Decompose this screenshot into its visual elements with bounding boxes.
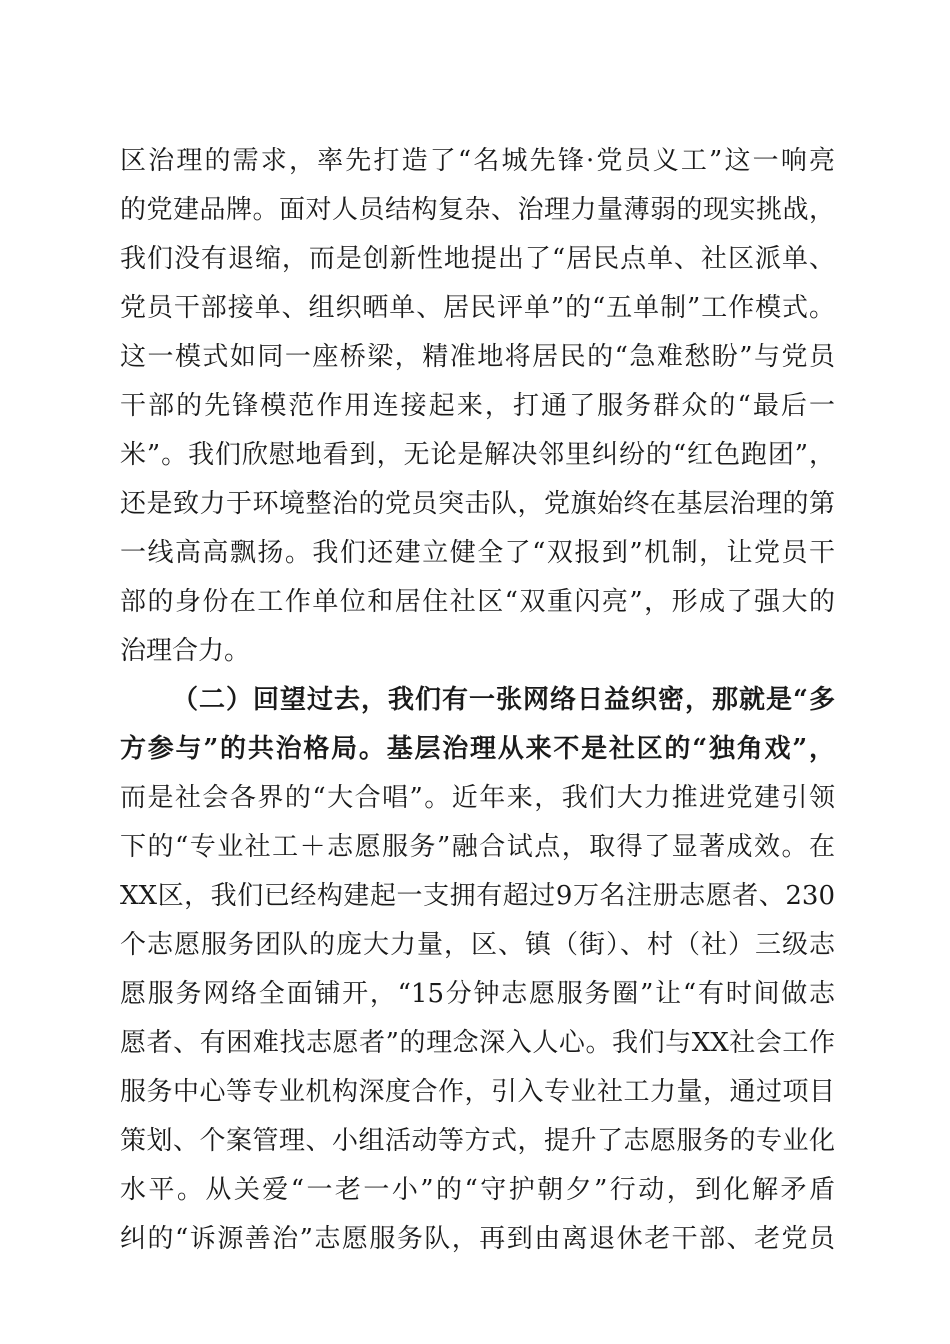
text-line: 区治理的需求，率先打造了“名城先锋·党员义工”这一响亮 (120, 146, 835, 176)
text-line: 个志愿服务团队的庞大力量，区、镇（街）、村（社）三级志 (120, 930, 835, 960)
text-line: 党员干部接单、组织晒单、居民评单”的“五单制”工作模式。 (120, 293, 835, 323)
text-line: 还是致力于环境整治的党员突击队，党旗始终在基层治理的第 (120, 489, 835, 519)
section-heading-line: （二）回望过去，我们有一张网络日益织密，那就是“多 (172, 685, 835, 715)
text-line: 这一模式如同一座桥梁，精准地将居民的“急难愁盼”与党员 (120, 342, 835, 372)
document-body (120, 137, 835, 1264)
text-line: 我们没有退缩，而是创新性地提出了“居民点单、社区派单、 (120, 244, 835, 274)
text-line: 纠的“诉源善治”志愿服务队，再到由离退休老干部、老党员 (120, 1224, 835, 1254)
text-line: 部的身份在工作单位和居住社区“双重闪亮”，形成了强大的 (120, 587, 835, 617)
section-heading-line: 方参与”的共治格局。基层治理从来不是社区的“独角戏”， (120, 734, 835, 764)
text-line: 愿者、有困难找志愿者”的理念深入人心。我们与XX社会工作 (120, 1028, 835, 1058)
text-line: 米”。我们欣慰地看到，无论是解决邻里纠纷的“红色跑团”， (120, 440, 835, 470)
text-line: 服务中心等专业机构深度合作，引入专业社工力量，通过项目 (120, 1077, 835, 1107)
paragraph-2 (120, 676, 835, 1264)
text-line: 愿服务网络全面铺开，“15分钟志愿服务圈”让“有时间做志 (120, 979, 835, 1009)
text-line: 一线高高飘扬。我们还建立健全了“双报到”机制，让党员干 (120, 538, 835, 568)
text-line: 的党建品牌。面对人员结构复杂、治理力量薄弱的现实挑战， (120, 195, 835, 225)
text-line: 策划、个案管理、小组活动等方式，提升了志愿服务的专业化 (120, 1126, 835, 1156)
text-line: 而是社会各界的“大合唱”。近年来，我们大力推进党建引领 (120, 783, 835, 813)
paragraph-1 (120, 137, 835, 676)
text-line: 干部的先锋模范作用连接起来，打通了服务群众的“最后一 (120, 391, 835, 421)
text-line: 下的“专业社工＋志愿服务”融合试点，取得了显著成效。在 (120, 832, 835, 862)
text-line: 治理合力。 (120, 636, 251, 666)
text-line: XX区，我们已经构建起一支拥有超过9万名注册志愿者、230 (120, 881, 835, 911)
text-line: 水平。从关爱“一老一小”的“守护朝夕”行动，到化解矛盾 (120, 1175, 835, 1205)
